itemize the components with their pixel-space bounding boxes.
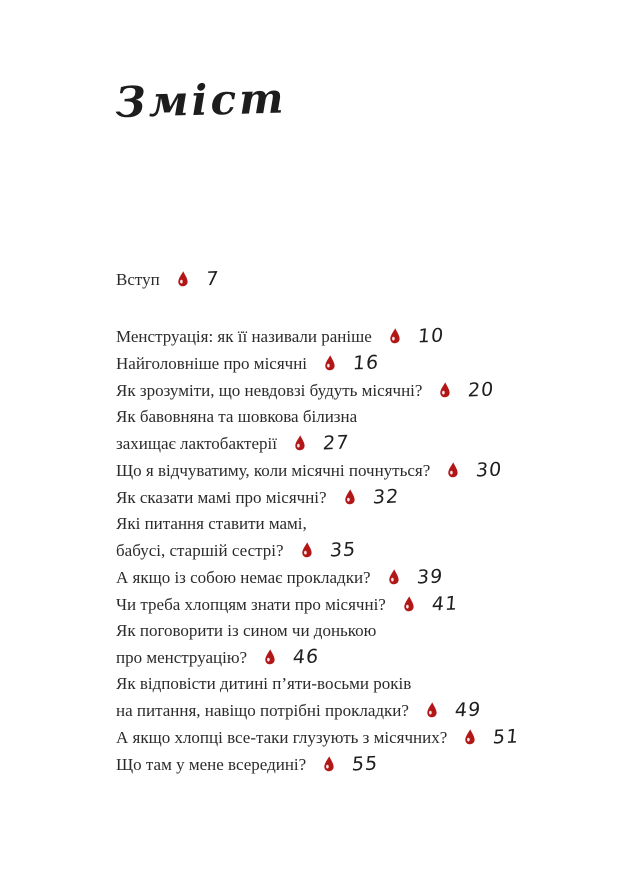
blood-drop-icon: [324, 355, 336, 371]
blood-drop-icon: [294, 435, 306, 451]
toc-entry-title: Чи треба хлопцям знати про місячні?: [116, 595, 386, 615]
toc-entry: [116, 564, 584, 591]
toc-entry: [116, 350, 584, 377]
blood-drop-icon: [344, 489, 356, 505]
page-title: Зміст: [114, 73, 288, 128]
toc-page-number: 49: [453, 698, 483, 722]
toc-entry-title: Що я відчуватиму, коли місячні почнуться?: [116, 461, 431, 481]
toc-entry-title-line2: про менструацію?: [116, 648, 248, 668]
blood-drop-icon: [301, 542, 313, 558]
blood-drop-icon: [388, 569, 400, 585]
toc-entry: [116, 404, 584, 457]
toc-entry-title: Вступ: [116, 270, 160, 290]
toc-entry-title-line1: Які питання ставити мамі,: [116, 514, 307, 534]
toc-entry: [116, 751, 584, 778]
blood-drop-icon: [439, 382, 451, 398]
toc-entry: [116, 457, 584, 484]
toc-page-number: 32: [371, 485, 400, 509]
toc-entry-title-line2: на питання, навіщо потрібні прокладки?: [116, 701, 409, 721]
toc-entry: [116, 511, 584, 564]
toc-entry-title-line2: бабусі, старшій сестрі?: [116, 541, 284, 561]
blood-drop-icon: [464, 729, 476, 745]
blood-drop-icon: [403, 596, 415, 612]
toc-entry-title-line2: захищає лактобактерії: [116, 434, 277, 454]
blood-drop-icon: [389, 328, 401, 344]
toc-entry: [116, 484, 584, 511]
toc-entry: [116, 266, 584, 293]
blood-drop-icon: [323, 756, 335, 772]
toc-page-number: 51: [492, 725, 521, 749]
toc-page-number: 39: [415, 565, 444, 589]
toc-page-number: 35: [328, 538, 357, 562]
toc-entry-title: Як сказати мамі про місячні?: [116, 488, 327, 508]
toc-entry-title: А якщо із собою немає прокладки?: [116, 568, 371, 588]
toc-page-number: 16: [352, 351, 381, 375]
toc-page-number: 10: [416, 324, 445, 348]
toc-entry-title: Менструація: як її називали раніше: [116, 327, 372, 347]
toc-entry: [116, 377, 584, 404]
table-of-contents: [116, 266, 584, 778]
toc-entry-title: Як зрозуміти, що невдовзі будуть місячні?: [116, 381, 423, 401]
toc-entry-title-line1: Як бавовняна та шовкова білизна: [116, 407, 358, 427]
toc-page-number: 30: [475, 458, 504, 482]
toc-page-number: 27: [321, 431, 351, 455]
toc-entry-title-line1: Як поговорити із сином чи донькою: [116, 621, 377, 641]
toc-page-number: 20: [467, 378, 496, 402]
toc-entry: [116, 724, 584, 751]
toc-page-number: 7: [204, 268, 220, 291]
blood-drop-icon: [426, 702, 438, 718]
blood-drop-icon: [447, 462, 459, 478]
blood-drop-icon: [177, 271, 189, 287]
blood-drop-icon: [264, 649, 276, 665]
toc-entry: [116, 323, 584, 350]
toc-page-number: 55: [351, 752, 380, 776]
toc-page-number: 46: [292, 645, 321, 669]
toc-entry-title: Найголовніше про місячні: [116, 354, 308, 374]
toc-entry: [116, 591, 584, 618]
toc-entry-title: А якщо хлопці все-таки глузують з місячних?: [116, 728, 448, 748]
toc-entry-title-line1: Як відповісти дитині п’яти-восьми років: [116, 674, 412, 694]
toc-entry: [116, 618, 584, 671]
toc-page-number: 41: [430, 592, 460, 616]
toc-entry: [116, 671, 584, 724]
toc-entry-title: Що там у мене всередині?: [116, 755, 307, 775]
